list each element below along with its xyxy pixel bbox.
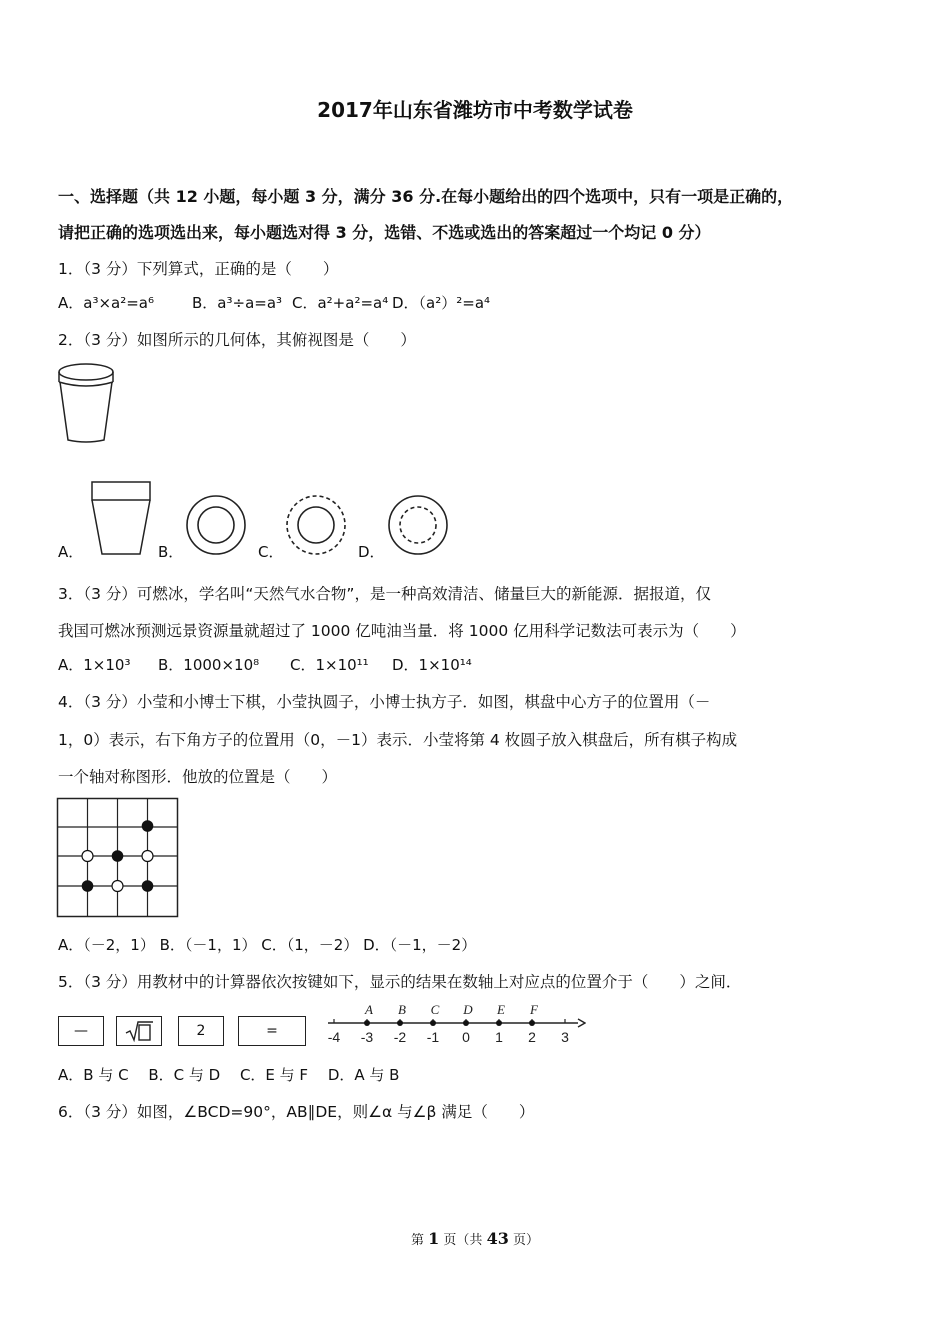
- number-line-tick-label: 2: [528, 1029, 536, 1045]
- number-line-figure: [322, 1000, 586, 1048]
- chessboard-figure: [56, 797, 180, 919]
- option-c-dashed-outer-circle-figure: [284, 493, 348, 557]
- question-3-option-a: A．1×10³: [58, 656, 131, 674]
- question-2-label-d: D．: [358, 543, 385, 561]
- number-line-point-label: C: [430, 1002, 440, 1017]
- number-line-point-label: F: [530, 1002, 538, 1017]
- question-4-line3: 一个轴对称图形．他放的位置是（ ）: [58, 768, 338, 786]
- question-2-stem: 2．（3 分）如图所示的几何体，其俯视图是（ ）: [58, 331, 416, 349]
- number-line-point-label: E: [497, 1002, 505, 1017]
- question-5-stem: 5．（3 分）用教材中的计算器依次按键如下，显示的结果在数轴上对应点的位置介于（ ）之间．: [58, 973, 742, 991]
- question-4-options: A．（－2，1） B．（－1，1） C．（1，－2） D．（－1，－2）: [58, 936, 477, 954]
- question-3-line1: 3．（3 分）可燃冰，学名叫“天然气水合物”，是一种高效清洁、储量巨大的新能源．据报道，仅: [58, 585, 711, 603]
- question-1-stem: 1．（3 分）下列算式，正确的是（ ）: [58, 260, 339, 278]
- section-heading-line2: 请把正确的选项选出来，每小题选对得 3 分，选错、不选或选出的答案超过一个均记 0 分）: [58, 223, 711, 242]
- question-2-label-c: C．: [258, 543, 284, 561]
- number-line-point: [463, 1020, 469, 1026]
- question-3-option-b: B．1000×10⁸: [158, 656, 260, 674]
- calculator-key-sqrt: [116, 1016, 162, 1046]
- number-line-point: [430, 1020, 436, 1026]
- number-line-point-label: B: [398, 1002, 406, 1017]
- calculator-key-2: 2: [178, 1016, 224, 1046]
- question-3-option-d: D．1×10¹⁴: [392, 656, 472, 674]
- number-line-point: [529, 1020, 535, 1026]
- number-line-tick-label: 3: [561, 1029, 569, 1045]
- question-1-option-a: A．a³×a²=a⁶: [58, 294, 155, 312]
- number-line-point: [397, 1020, 403, 1026]
- question-3-option-c: C．1×10¹¹: [290, 656, 369, 674]
- question-5-options: A．B 与 C B．C 与 D C．E 与 F D．A 与 B: [58, 1066, 400, 1084]
- question-1-option-c: C．a²+a²=a⁴: [292, 294, 389, 312]
- question-1-option-b: B．a³÷a=a³: [192, 294, 283, 312]
- question-4-line1: 4．（3 分）小莹和小博士下棋，小莹执圆子，小博士执方子．如图，棋盘中心方子的位置用（－: [58, 693, 711, 711]
- calculator-key-minus: —: [58, 1016, 104, 1046]
- page-title: 2017年山东省潍坊市中考数学试卷: [317, 98, 633, 122]
- number-line-point-label: A: [365, 1002, 373, 1017]
- number-line-tick-label: -2: [393, 1029, 407, 1045]
- section-heading-line1: 一、选择题（共 12 小题，每小题 3 分，满分 36 分.在每小题给出的四个选项中，只有一项是正确的，: [58, 187, 794, 206]
- page-footer: 第 1 页（共 43 页）: [411, 1229, 539, 1248]
- cup-solid-figure: [56, 360, 120, 446]
- option-b-double-circle-figure: [184, 493, 248, 557]
- number-line-point-label: D: [463, 1002, 473, 1017]
- number-line-tick-label: -4: [327, 1029, 341, 1045]
- question-4-line2: 1，0）表示，右下角方子的位置用（0，－1）表示．小莹将第 4 枚圆子放入棋盘后，所有棋子构成: [58, 731, 738, 749]
- number-line-tick-label: 0: [462, 1029, 470, 1045]
- number-line-point: [364, 1020, 370, 1026]
- question-1-option-d: D．（a²）²=a⁴: [392, 294, 491, 312]
- option-d-dashed-inner-circle-figure: [386, 493, 450, 557]
- question-6-stem: 6．（3 分）如图，∠BCD=90°，AB∥DE，则∠α 与∠β 满足（ ）: [58, 1103, 535, 1121]
- number-line-tick-label: 1: [495, 1029, 503, 1045]
- question-2-label-b: B．: [158, 543, 184, 561]
- sqrt-box-icon: [123, 1019, 155, 1043]
- option-a-trapezoid-figure: [90, 480, 154, 558]
- page-total: 43: [486, 1229, 509, 1248]
- number-line-point: [496, 1020, 502, 1026]
- question-2-label-a: A．: [58, 543, 84, 561]
- calculator-key-equals: =: [238, 1016, 306, 1046]
- page-number: 1: [428, 1229, 440, 1248]
- number-line-tick-label: -1: [426, 1029, 440, 1045]
- number-line-tick-label: -3: [360, 1029, 374, 1045]
- question-3-line2: 我国可燃冰预测远景资源量就超过了 1000 亿吨油当量．将 1000 亿用科学记数法可表示为（ ）: [58, 622, 746, 640]
